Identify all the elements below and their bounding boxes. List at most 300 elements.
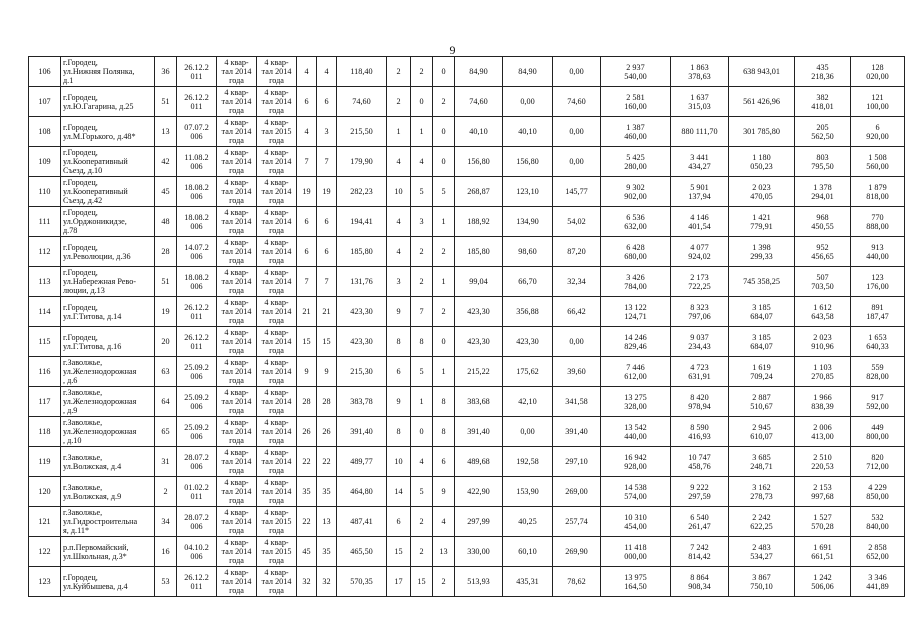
rooms-municipal-cell: 9 [433,477,455,507]
area-private-cell: 60,10 [503,537,553,567]
cost-extra-cell: 1 879 818,00 [851,177,905,207]
table-row [29,357,905,387]
cost-extra-cell: 121 100,00 [851,87,905,117]
page-number: 9 [449,43,456,57]
rooms-private-cell: 0 [411,87,433,117]
cost-fund-cell: 1 863 378,63 [671,57,729,87]
rooms-municipal-cell: 6 [433,447,455,477]
area-private-cell: 175,62 [503,357,553,387]
residents-resettled-cell: 35 [317,477,337,507]
term-actual-cell: 4 квар- тал 2014 года [257,57,297,87]
cost-region-cell: 561 426,96 [729,87,795,117]
area-private-cell: 40,10 [503,117,553,147]
table-row [29,327,905,357]
residents-total-cell: 4 [297,57,317,87]
doc-number-cell: 13 [155,117,177,147]
residents-resettled-cell: 6 [317,207,337,237]
residents-total-cell: 6 [297,207,317,237]
cost-extra-cell: 128 020,00 [851,57,905,87]
area-municipal-cell: 0,00 [553,117,601,147]
rooms-private-cell: 8 [411,327,433,357]
residents-resettled-cell: 7 [317,147,337,177]
area-total-cell: 194,41 [337,207,387,237]
cost-total-cell: 5 425 280,00 [601,147,671,177]
rooms-private-cell: 1 [411,387,433,417]
row-number-cell: 119 [29,447,61,477]
cost-local-cell: 1 103 270,85 [795,357,851,387]
row-number-cell: 115 [29,327,61,357]
cost-fund-cell: 880 111,70 [671,117,729,147]
term-plan-cell: 4 квар- тал 2014 года [217,117,257,147]
doc-date-cell: 04.10.2 006 [177,537,217,567]
rooms-municipal-cell: 2 [433,237,455,267]
term-plan-cell: 4 квар- тал 2014 года [217,477,257,507]
cost-total-cell: 1 387 460,00 [601,117,671,147]
area-private-cell: 42,10 [503,387,553,417]
area-resettled-cell: 513,93 [455,567,503,597]
table-row [29,267,905,297]
rooms-private-cell: 2 [411,267,433,297]
rooms-municipal-cell: 2 [433,87,455,117]
cost-local-cell: 1 378 294,01 [795,177,851,207]
area-municipal-cell: 341,58 [553,387,601,417]
cost-fund-cell: 8 590 416,93 [671,417,729,447]
residents-total-cell: 35 [297,477,317,507]
cost-local-cell: 1 966 838,39 [795,387,851,417]
doc-date-cell: 28.07.2 006 [177,507,217,537]
residents-total-cell: 15 [297,327,317,357]
rooms-municipal-cell: 5 [433,177,455,207]
address-cell: г.Заволжье, ул.Волжская, д.9 [61,477,155,507]
address-cell: г.Городец, ул.Орджоникидзе, д.78 [61,207,155,237]
row-number-cell: 122 [29,537,61,567]
area-resettled-cell: 391,40 [455,417,503,447]
area-private-cell: 153,90 [503,477,553,507]
area-private-cell: 156,80 [503,147,553,177]
rooms-municipal-cell: 0 [433,57,455,87]
term-actual-cell: 4 квар- тал 2014 года [257,297,297,327]
doc-number-cell: 31 [155,447,177,477]
residents-total-cell: 21 [297,297,317,327]
doc-date-cell: 25.09.2 006 [177,387,217,417]
address-cell: г.Городец, ул.Г.Титова, д.16 [61,327,155,357]
table-row [29,447,905,477]
rooms-total-cell: 9 [387,387,411,417]
area-municipal-cell: 391,40 [553,417,601,447]
row-number-cell: 116 [29,357,61,387]
area-resettled-cell: 156,80 [455,147,503,177]
rooms-private-cell: 5 [411,357,433,387]
rooms-total-cell: 2 [387,57,411,87]
cost-region-cell: 3 867 750,10 [729,567,795,597]
table-row [29,507,905,537]
rooms-municipal-cell: 1 [433,207,455,237]
cost-region-cell: 2 483 534,27 [729,537,795,567]
term-actual-cell: 4 квар- тал 2014 года [257,147,297,177]
rooms-municipal-cell: 2 [433,297,455,327]
doc-date-cell: 01.02.2 011 [177,477,217,507]
term-plan-cell: 4 квар- тал 2014 года [217,357,257,387]
area-resettled-cell: 383,68 [455,387,503,417]
doc-number-cell: 63 [155,357,177,387]
area-private-cell: 356,88 [503,297,553,327]
doc-date-cell: 14.07.2 006 [177,237,217,267]
term-actual-cell: 4 квар- тал 2014 года [257,327,297,357]
area-total-cell: 489,77 [337,447,387,477]
term-plan-cell: 4 квар- тал 2014 года [217,297,257,327]
rooms-total-cell: 4 [387,207,411,237]
area-private-cell: 423,30 [503,327,553,357]
table-row [29,477,905,507]
cost-total-cell: 6 536 632,00 [601,207,671,237]
address-cell: г.Городец, ул.Кооперативный Съезд, д.42 [61,177,155,207]
rooms-total-cell: 15 [387,537,411,567]
rooms-private-cell: 1 [411,117,433,147]
doc-date-cell: 18.08.2 006 [177,207,217,237]
doc-number-cell: 48 [155,207,177,237]
cost-local-cell: 2 023 910,96 [795,327,851,357]
area-total-cell: 179,90 [337,147,387,177]
term-actual-cell: 4 квар- тал 2015 года [257,507,297,537]
cost-fund-cell: 9 222 297,59 [671,477,729,507]
area-municipal-cell: 78,62 [553,567,601,597]
term-actual-cell: 4 квар- тал 2014 года [257,177,297,207]
doc-date-cell: 26.12.2 011 [177,57,217,87]
rooms-municipal-cell: 0 [433,327,455,357]
cost-region-cell: 1 421 779,91 [729,207,795,237]
area-resettled-cell: 84,90 [455,57,503,87]
row-number-cell: 112 [29,237,61,267]
residents-total-cell: 32 [297,567,317,597]
residents-resettled-cell: 35 [317,537,337,567]
area-municipal-cell: 66,42 [553,297,601,327]
cost-extra-cell: 913 440,00 [851,237,905,267]
address-cell: г.Заволжье, ул.Гидростроительна я, д.11* [61,507,155,537]
cost-region-cell: 3 185 684,07 [729,297,795,327]
cost-fund-cell: 4 723 631,91 [671,357,729,387]
area-total-cell: 464,80 [337,477,387,507]
rooms-total-cell: 10 [387,447,411,477]
area-resettled-cell: 330,00 [455,537,503,567]
rooms-municipal-cell: 8 [433,387,455,417]
term-plan-cell: 4 квар- тал 2014 года [217,507,257,537]
cost-total-cell: 13 275 328,00 [601,387,671,417]
cost-total-cell: 13 975 164,50 [601,567,671,597]
rooms-private-cell: 5 [411,477,433,507]
doc-date-cell: 26.12.2 011 [177,297,217,327]
area-resettled-cell: 489,68 [455,447,503,477]
area-resettled-cell: 40,10 [455,117,503,147]
cost-local-cell: 803 795,50 [795,147,851,177]
cost-fund-cell: 3 441 434,27 [671,147,729,177]
rooms-total-cell: 4 [387,237,411,267]
rooms-municipal-cell: 2 [433,567,455,597]
cost-total-cell: 2 937 540,00 [601,57,671,87]
row-number-cell: 114 [29,297,61,327]
area-resettled-cell: 422,90 [455,477,503,507]
residents-total-cell: 7 [297,267,317,297]
area-private-cell: 134,90 [503,207,553,237]
row-number-cell: 113 [29,267,61,297]
residents-resettled-cell: 26 [317,417,337,447]
doc-number-cell: 20 [155,327,177,357]
cost-extra-cell: 4 229 850,00 [851,477,905,507]
term-actual-cell: 4 квар- тал 2014 года [257,447,297,477]
address-cell: г.Городец, ул.Куйбышева, д.4 [61,567,155,597]
rooms-total-cell: 8 [387,417,411,447]
residents-resettled-cell: 3 [317,117,337,147]
term-actual-cell: 4 квар- тал 2014 года [257,267,297,297]
term-actual-cell: 4 квар- тал 2014 года [257,477,297,507]
residents-total-cell: 22 [297,447,317,477]
address-cell: г.Заволжье, ул.Железнодорожная , д.6 [61,357,155,387]
cost-total-cell: 11 418 000,00 [601,537,671,567]
residents-total-cell: 19 [297,177,317,207]
term-plan-cell: 4 квар- тал 2014 года [217,177,257,207]
residents-resettled-cell: 22 [317,447,337,477]
cost-local-cell: 968 450,55 [795,207,851,237]
term-plan-cell: 4 квар- тал 2014 года [217,237,257,267]
cost-fund-cell: 1 637 315,03 [671,87,729,117]
residents-resettled-cell: 28 [317,387,337,417]
address-cell: г.Городец, ул.Г.Титова, д.14 [61,297,155,327]
area-municipal-cell: 74,60 [553,87,601,117]
doc-date-cell: 26.12.2 011 [177,567,217,597]
term-plan-cell: 4 квар- тал 2014 года [217,447,257,477]
cost-total-cell: 14 538 574,00 [601,477,671,507]
residents-resettled-cell: 32 [317,567,337,597]
doc-number-cell: 64 [155,387,177,417]
row-number-cell: 123 [29,567,61,597]
area-total-cell: 215,50 [337,117,387,147]
address-cell: г.Заволжье, ул.Железнодорожная , д.9 [61,387,155,417]
cost-local-cell: 435 218,36 [795,57,851,87]
residents-resettled-cell: 6 [317,237,337,267]
term-actual-cell: 4 квар- тал 2014 года [257,237,297,267]
cost-local-cell: 2 510 220,53 [795,447,851,477]
area-municipal-cell: 257,74 [553,507,601,537]
doc-number-cell: 53 [155,567,177,597]
term-plan-cell: 4 квар- тал 2014 года [217,207,257,237]
residents-total-cell: 28 [297,387,317,417]
area-municipal-cell: 87,20 [553,237,601,267]
cost-fund-cell: 4 077 924,02 [671,237,729,267]
rooms-private-cell: 2 [411,537,433,567]
doc-date-cell: 18.08.2 006 [177,177,217,207]
rooms-private-cell: 2 [411,237,433,267]
cost-local-cell: 2 153 997,68 [795,477,851,507]
table-row [29,387,905,417]
row-number-cell: 117 [29,387,61,417]
term-actual-cell: 4 квар- тал 2014 года [257,387,297,417]
cost-extra-cell: 1 508 560,00 [851,147,905,177]
area-resettled-cell: 185,80 [455,237,503,267]
cost-total-cell: 3 426 784,00 [601,267,671,297]
residents-total-cell: 45 [297,537,317,567]
area-resettled-cell: 423,30 [455,297,503,327]
row-number-cell: 120 [29,477,61,507]
cost-extra-cell: 559 828,00 [851,357,905,387]
table-row [29,57,905,87]
rooms-total-cell: 1 [387,117,411,147]
residents-resettled-cell: 21 [317,297,337,327]
residents-total-cell: 26 [297,417,317,447]
area-total-cell: 465,50 [337,537,387,567]
residents-total-cell: 7 [297,147,317,177]
row-number-cell: 111 [29,207,61,237]
cost-region-cell: 1 180 050,23 [729,147,795,177]
rooms-private-cell: 7 [411,297,433,327]
rooms-total-cell: 6 [387,357,411,387]
rooms-total-cell: 4 [387,147,411,177]
cost-extra-cell: 532 840,00 [851,507,905,537]
area-municipal-cell: 54,02 [553,207,601,237]
area-municipal-cell: 269,00 [553,477,601,507]
residents-resettled-cell: 9 [317,357,337,387]
doc-number-cell: 19 [155,297,177,327]
rooms-total-cell: 17 [387,567,411,597]
doc-number-cell: 51 [155,87,177,117]
area-municipal-cell: 145,77 [553,177,601,207]
rooms-total-cell: 9 [387,297,411,327]
area-total-cell: 487,41 [337,507,387,537]
row-number-cell: 107 [29,87,61,117]
area-total-cell: 185,80 [337,237,387,267]
area-total-cell: 74,60 [337,87,387,117]
row-number-cell: 106 [29,57,61,87]
cost-total-cell: 10 310 454,00 [601,507,671,537]
doc-date-cell: 11.08.2 006 [177,147,217,177]
rooms-private-cell: 15 [411,567,433,597]
rooms-total-cell: 10 [387,177,411,207]
rooms-private-cell: 5 [411,177,433,207]
term-plan-cell: 4 квар- тал 2014 года [217,567,257,597]
address-cell: г.Городец, ул.Набережная Рево- люции, д.13 [61,267,155,297]
residents-resettled-cell: 13 [317,507,337,537]
rooms-total-cell: 2 [387,87,411,117]
table-row [29,117,905,147]
area-total-cell: 383,78 [337,387,387,417]
area-private-cell: 98,60 [503,237,553,267]
term-plan-cell: 4 квар- тал 2014 года [217,267,257,297]
term-plan-cell: 4 квар- тал 2014 года [217,87,257,117]
cost-extra-cell: 123 176,00 [851,267,905,297]
term-actual-cell: 4 квар- тал 2014 года [257,207,297,237]
doc-number-cell: 36 [155,57,177,87]
area-private-cell: 0,00 [503,87,553,117]
cost-local-cell: 1 242 506,06 [795,567,851,597]
residents-resettled-cell: 15 [317,327,337,357]
cost-extra-cell: 820 712,00 [851,447,905,477]
rooms-private-cell: 0 [411,417,433,447]
residents-resettled-cell: 4 [317,57,337,87]
cost-extra-cell: 1 653 640,33 [851,327,905,357]
term-actual-cell: 4 квар- тал 2014 года [257,87,297,117]
housing-table [28,56,905,597]
area-private-cell: 0,00 [503,417,553,447]
table-row [29,297,905,327]
rooms-municipal-cell: 1 [433,267,455,297]
residents-total-cell: 22 [297,507,317,537]
cost-local-cell: 2 006 413,00 [795,417,851,447]
cost-fund-cell: 8 864 908,34 [671,567,729,597]
area-private-cell: 40,25 [503,507,553,537]
rooms-municipal-cell: 0 [433,117,455,147]
cost-fund-cell: 9 037 234,43 [671,327,729,357]
cost-region-cell: 745 358,25 [729,267,795,297]
cost-extra-cell: 891 187,47 [851,297,905,327]
doc-number-cell: 2 [155,477,177,507]
cost-fund-cell: 5 901 137,94 [671,177,729,207]
cost-region-cell: 2 887 510,67 [729,387,795,417]
address-cell: г.Городец, ул.Ю.Гагарина, д.25 [61,87,155,117]
area-municipal-cell: 269,90 [553,537,601,567]
cost-total-cell: 16 942 928,00 [601,447,671,477]
cost-region-cell: 2 023 470,05 [729,177,795,207]
area-municipal-cell: 0,00 [553,327,601,357]
residents-resettled-cell: 6 [317,87,337,117]
area-private-cell: 435,31 [503,567,553,597]
table-row [29,177,905,207]
residents-resettled-cell: 19 [317,177,337,207]
table-row [29,147,905,177]
rooms-total-cell: 3 [387,267,411,297]
cost-local-cell: 1 527 570,28 [795,507,851,537]
doc-number-cell: 28 [155,237,177,267]
cost-total-cell: 13 122 124,71 [601,297,671,327]
rooms-total-cell: 6 [387,507,411,537]
cost-extra-cell: 2 858 652,00 [851,537,905,567]
doc-date-cell: 26.12.2 011 [177,327,217,357]
term-actual-cell: 4 квар- тал 2015 года [257,117,297,147]
area-municipal-cell: 32,34 [553,267,601,297]
residents-total-cell: 6 [297,237,317,267]
address-cell: р.п.Первомайский, ул.Школьная, д.3* [61,537,155,567]
cost-fund-cell: 10 747 458,76 [671,447,729,477]
doc-number-cell: 51 [155,267,177,297]
doc-date-cell: 25.09.2 006 [177,417,217,447]
term-plan-cell: 4 квар- тал 2014 года [217,537,257,567]
table-body [29,57,905,597]
cost-total-cell: 9 302 902,00 [601,177,671,207]
area-private-cell: 66,70 [503,267,553,297]
rooms-private-cell: 2 [411,507,433,537]
table-row [29,87,905,117]
area-resettled-cell: 215,22 [455,357,503,387]
area-resettled-cell: 268,87 [455,177,503,207]
term-plan-cell: 4 квар- тал 2014 года [217,327,257,357]
residents-total-cell: 9 [297,357,317,387]
area-total-cell: 423,30 [337,297,387,327]
table-row [29,207,905,237]
rooms-private-cell: 4 [411,147,433,177]
cost-region-cell: 3 162 278,73 [729,477,795,507]
cost-extra-cell: 449 800,00 [851,417,905,447]
area-resettled-cell: 188,92 [455,207,503,237]
cost-local-cell: 1 612 643,58 [795,297,851,327]
area-private-cell: 84,90 [503,57,553,87]
rooms-municipal-cell: 0 [433,147,455,177]
term-actual-cell: 4 квар- тал 2014 года [257,567,297,597]
row-number-cell: 110 [29,177,61,207]
cost-fund-cell: 2 173 722,25 [671,267,729,297]
doc-number-cell: 45 [155,177,177,207]
address-cell: г.Заволжье, ул.Железнодорожная , д.10 [61,417,155,447]
cost-region-cell: 3 185 684,07 [729,327,795,357]
residents-total-cell: 6 [297,87,317,117]
cost-region-cell: 1 619 709,24 [729,357,795,387]
rooms-total-cell: 8 [387,327,411,357]
